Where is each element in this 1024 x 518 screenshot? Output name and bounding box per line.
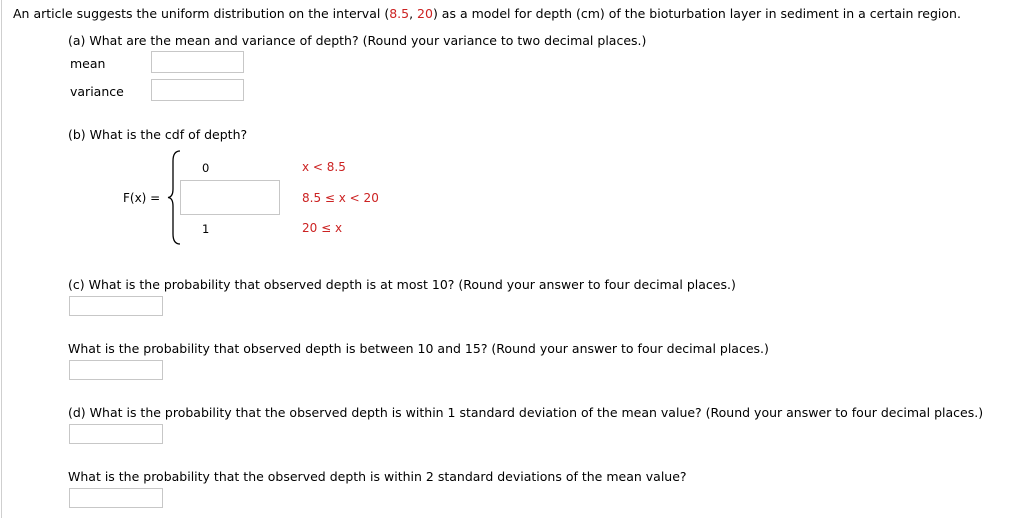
cdf-row3-condition: 20 ≤ x [302, 221, 343, 235]
part-d-question: (d) What is the probability that the observed depth is within 1 standard deviation of the mean value? (Round your answer to four decimal places.) [68, 405, 984, 420]
cdf-row1-condition: x < 8.5 [302, 160, 346, 174]
intro-suffix: ) as a model for depth (cm) of the bioturbation layer in sediment in a certain region. [432, 6, 961, 21]
left-border [1, 0, 2, 518]
part-c2-question: What is the probability that observed depth is between 10 and 15? (Round your answer to four decimal places.) [68, 341, 769, 356]
mean-input[interactable] [151, 51, 244, 73]
fx-label [123, 191, 160, 205]
cdf-row2-condition: 8.5 ≤ x < 20 [302, 191, 379, 205]
cdf-row1-value: 0 [202, 161, 210, 175]
interval-lower: 8.5 [389, 6, 410, 21]
variance-label: variance [70, 84, 124, 99]
part-c-question: (c) What is the probability that observed depth is at most 10? (Round your answer to four decimal places.) [68, 277, 736, 292]
part-d2-question: What is the probability that the observed depth is within 2 standard deviations of the mean value? [68, 469, 687, 484]
intro-sep: , [409, 6, 418, 21]
interval-upper: 20 [417, 6, 433, 21]
mean-label: mean [70, 56, 106, 71]
problem-statement [13, 6, 961, 21]
cdf-middle-input[interactable] [180, 180, 280, 215]
part-c2-answer-input[interactable] [69, 360, 163, 380]
intro-prefix: An article suggests the uniform distribution on the interval ( [13, 6, 390, 21]
part-a-question: (a) What are the mean and variance of depth? (Round your variance to two decimal places.) [68, 33, 647, 48]
part-c-answer-input[interactable] [69, 296, 163, 316]
variance-input[interactable] [151, 79, 244, 101]
part-d2-answer-input[interactable] [69, 488, 163, 508]
fx-label-text: F(x) = [123, 191, 161, 205]
part-d-answer-input[interactable] [69, 424, 163, 444]
part-b-question: (b) What is the cdf of depth? [68, 127, 248, 142]
cdf-row3-value: 1 [202, 222, 210, 236]
